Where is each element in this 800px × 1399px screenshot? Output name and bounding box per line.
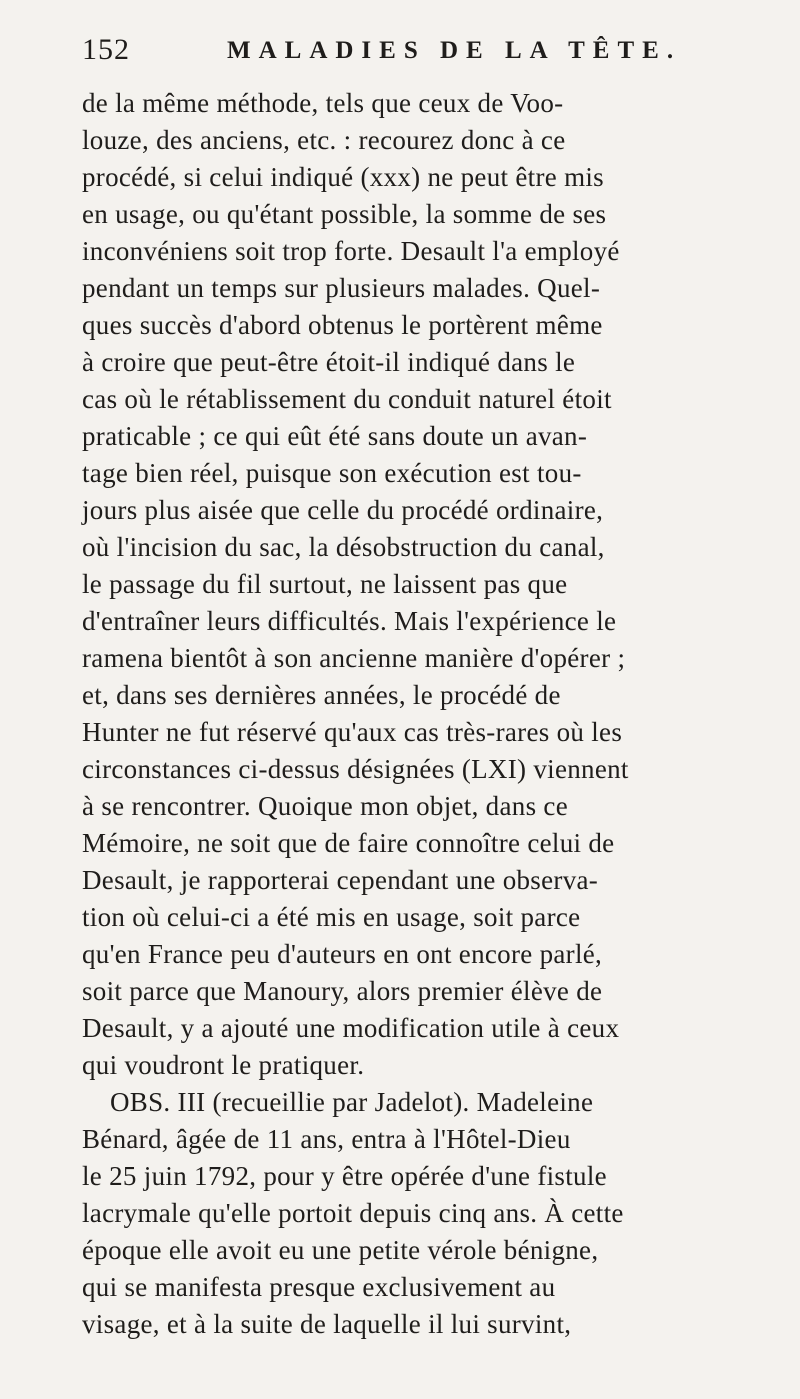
text-line-13: où l'incision du sac, la désobstruction du canal,: [82, 532, 605, 562]
text-line-21: Mémoire, ne soit que de faire connoître celui de: [82, 828, 615, 858]
text-line-30: le 25 juin 1792, pour y être opérée d'une fistule: [82, 1161, 607, 1191]
text-line-12: jours plus aisée que celle du procédé ordinaire,: [82, 495, 604, 525]
text-line-20: à se rencontrer. Quoique mon objet, dans ce: [82, 791, 568, 821]
text-line-15: d'entraîner leurs difficultés. Mais l'expérience le: [82, 606, 617, 636]
text-line-16: ramena bientôt à son ancienne manière d'opérer ;: [82, 643, 626, 673]
text-line-28: OBS. III (recueillie par Jadelot). Madeleine: [110, 1087, 594, 1117]
text-line-18: Hunter ne fut réservé qu'aux cas très-rares où les: [82, 717, 623, 747]
text-line-1: de la même méthode, tels que ceux de Voo-: [82, 88, 564, 118]
text-line-4: en usage, ou qu'étant possible, la somme de ses: [82, 199, 607, 229]
page-number: 152: [82, 33, 130, 66]
text-line-33: qui se manifesta presque exclusivement au: [82, 1272, 556, 1302]
text-line-17: et, dans ses dernières années, le procédé de: [82, 680, 561, 710]
text-line-3: procédé, si celui indiqué (xxx) ne peut être mis: [82, 162, 604, 192]
text-line-23: tion où celui-ci a été mis en usage, soit parce: [82, 902, 581, 932]
text-line-14: le passage du fil surtout, ne laissent pas que: [82, 569, 568, 599]
text-line-31: lacrymale qu'elle portoit depuis cinq ans. À cette: [82, 1198, 624, 1228]
text-line-24: qu'en France peu d'auteurs en ont encore parlé,: [82, 939, 603, 969]
text-line-32: époque elle avoit eu une petite vérole bénigne,: [82, 1235, 599, 1265]
text-line-11: tage bien réel, puisque son exécution est tou-: [82, 458, 582, 488]
page-header: [82, 30, 762, 70]
text-line-34: visage, et à la suite de laquelle il lui survint,: [82, 1309, 572, 1339]
text-line-27: qui voudront le pratiquer.: [82, 1050, 365, 1080]
text-line-7: ques succès d'abord obtenus le portèrent même: [82, 310, 603, 340]
text-line-8: à croire que peut-être étoit-il indiqué dans le: [82, 347, 576, 377]
text-line-9: cas où le rétablissement du conduit naturel étoit: [82, 384, 612, 414]
text-line-10: praticable ; ce qui eût été sans doute un avan-: [82, 421, 588, 451]
text-line-26: Desault, y a ajouté une modification utile à ceux: [82, 1013, 620, 1043]
text-line-25: soit parce que Manoury, alors premier élève de: [82, 976, 603, 1006]
text-line-19: circonstances ci-dessus désignées (LXI) viennent: [82, 754, 629, 784]
text-line-29: Bénard, âgée de 11 ans, entra à l'Hôtel-Dieu: [82, 1124, 571, 1154]
running-head: MALADIES DE LA TÊTE.: [227, 37, 682, 64]
text-line-6: pendant un temps sur plusieurs malades. Quel-: [82, 273, 601, 303]
text-line-5: inconvéniens soit trop forte. Desault l'a employé: [82, 236, 620, 266]
text-line-22: Desault, je rapporterai cependant une observa-: [82, 865, 599, 895]
text-line-2: louze, des anciens, etc. : recourez donc à ce: [82, 125, 566, 155]
